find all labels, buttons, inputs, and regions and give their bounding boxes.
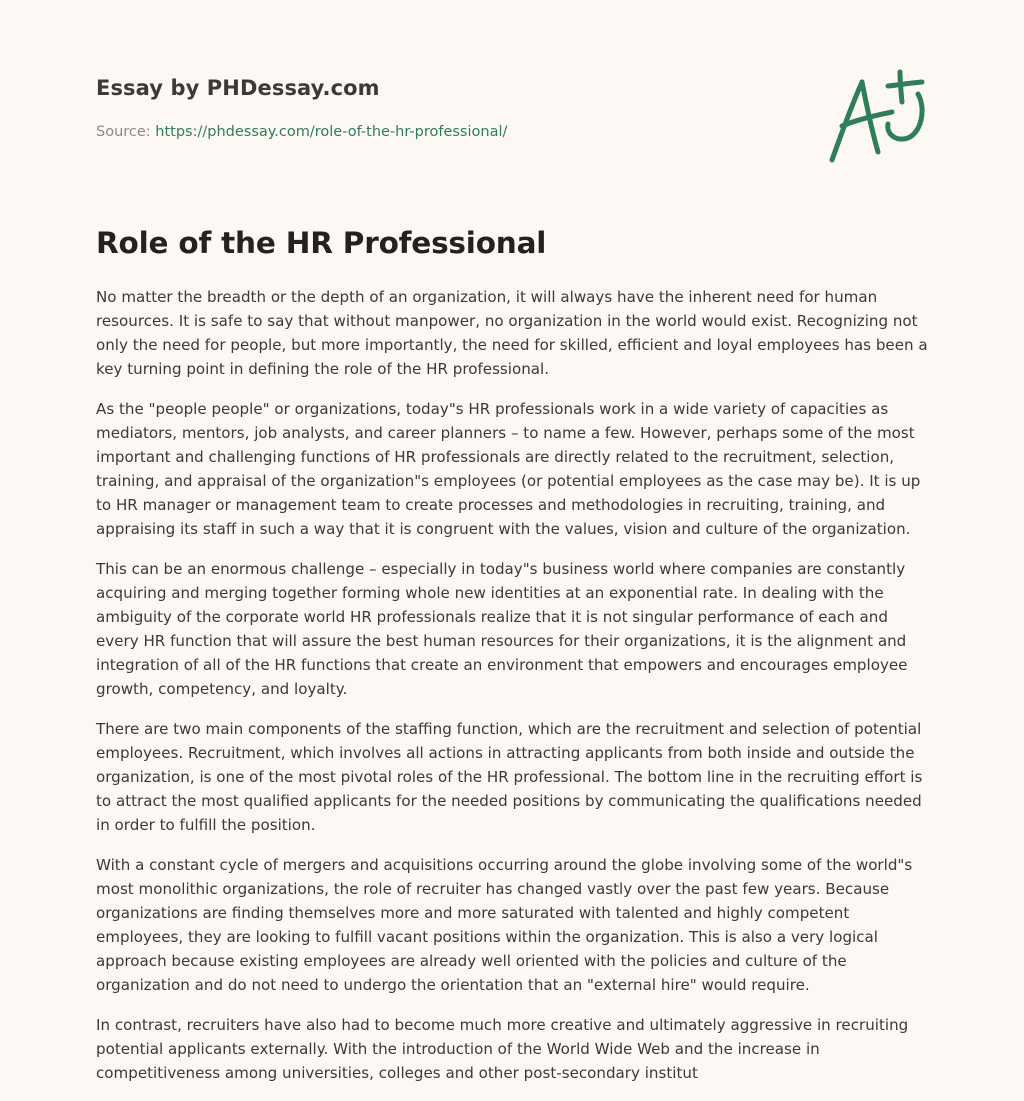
essay-paragraph-4: There are two main components of the staffing function, which are the recruitment and selection of potential employees. Recruitment, which involves all actions in attracting applicants from both inside and outside the organization, is one of the most pivotal roles of the HR professional. The bottom line in the recruiting effort is to attract the most qualified applicants for the needed positions by communicating the qualifications needed in order to fulfill the position.: [96, 720, 923, 834]
page-header: [96, 0, 928, 200]
essay-title: Role of the HR Professional: [96, 226, 547, 260]
essay-paragraph-5: With a constant cycle of mergers and acquisitions occurring around the globe involving some of the world"s most monolithic organizations, the role of recruiter has changed vastly over the past few years. Because organizations are finding themselves more and more saturated with talented and highly competent employees, they are looking to fulfill vacant positions within the organization. This is also a very logical approach because existing employees are already well oriented with the policies and culture of the organization and do not need to undergo the orientation that an "external hire" would require.: [96, 856, 913, 994]
source-line: [96, 124, 507, 140]
essay-paragraph-1: No matter the breadth or the depth of an organization, it will always have the inherent need for human resources. It is safe to say that without manpower, no organization in the world would exist. Recognizing not only the need for people, but more importantly, the need for skilled, efficient and loyal employees has been a key turning point in defining the role of the HR professional.: [96, 288, 928, 378]
essay-body: [96, 285, 928, 1101]
site-title: Essay by PHDessay.com: [96, 76, 380, 100]
source-label: Source:: [96, 124, 151, 140]
essay-paragraph-3: This can be an enormous challenge – especially in today"s business world where companies are constantly acquiring and merging together forming whole new identities at an exponential rate. In dealing with the ambiguity of the corporate world HR professionals realize that it is not singular performance of each and every HR function that will assure the best human resources for their organizations, it is the alignment and integration of all of the HR functions that create an environment that empowers and encourages employee growth, competency, and loyalty.: [96, 560, 908, 698]
a-plus-logo-icon: [826, 68, 930, 166]
essay-paragraph-6: In contrast, recruiters have also had to become much more creative and ultimately aggressive in recruiting potential applicants externally. With the introduction of the World Wide Web and the increase in competitiveness among universities, colleges and other post-secondary institut: [96, 1016, 909, 1082]
source-link[interactable]: https://phdessay.com/role-of-the-hr-professional/: [155, 124, 508, 140]
essay-paragraph-2: As the "people people" or organizations, today"s HR professionals work in a wide variety of capacities as mediators, mentors, job analysts, and career planners – to name a few. However, perhaps some of the most important and challenging functions of HR professionals are directly related to the recruitment, selection, training, and appraisal of the organization"s employees (or potential employees as the case may be). It is up to HR manager or management team to create processes and methodologies in recruiting, training, and appraising its staff in such a way that it is congruent with the values, vision and culture of the organization.: [96, 400, 921, 538]
